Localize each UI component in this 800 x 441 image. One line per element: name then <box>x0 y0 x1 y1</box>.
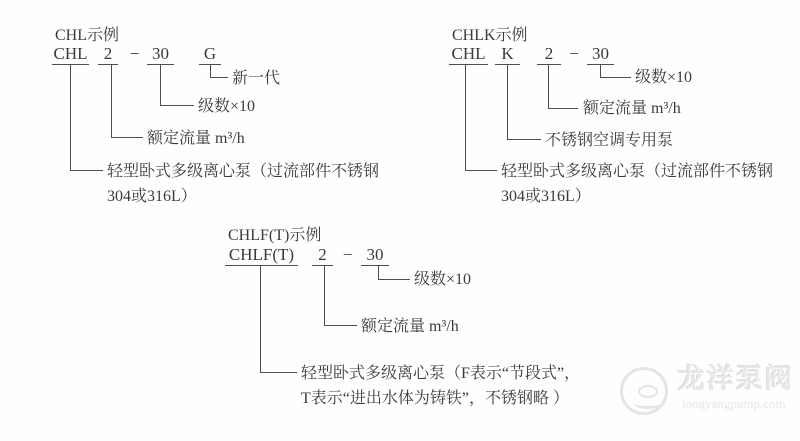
code-part-stages-value: 30 <box>147 46 174 65</box>
watermark-brand-text: 龙洋泵阀 <box>678 364 794 394</box>
label-stages: 级数×10 <box>414 271 472 288</box>
connector-line-pump-type <box>465 65 497 171</box>
label-ac-pump: 不锈钢空调专用泵 <box>545 132 674 149</box>
label-stages: 级数×10 <box>635 69 693 86</box>
label-flow: 额定流量 m³/h <box>583 100 681 117</box>
connector-line-flow <box>324 266 357 326</box>
code-part-dash: − <box>129 44 140 63</box>
label-pump-type-line2: 304或316L） <box>501 188 591 205</box>
connector-line-flow <box>548 65 578 109</box>
connector-line-stages <box>378 266 410 280</box>
connector-line-stages <box>160 65 194 106</box>
connector-line-flow <box>111 65 143 138</box>
code-part-chlft: CHLF(T) <box>225 247 298 266</box>
label-flow: 额定流量 m³/h <box>147 130 245 147</box>
label-pump-type-line2: 304或316L） <box>107 188 197 205</box>
code-part-flow-value: 2 <box>98 46 118 65</box>
watermark-logo-icon <box>620 367 668 415</box>
connector-line-generation <box>210 65 228 78</box>
label-pump-type-line1: 轻型卧式多级离心泵（过流部件不锈钢 <box>107 163 380 180</box>
section-chl-title: CHL示例 <box>55 27 120 44</box>
label-pump-type-line1: 轻型卧式多级离心泵（过流部件不锈钢 <box>501 163 774 180</box>
code-part-flow-value: 2 <box>537 46 561 65</box>
label-generation: 新一代 <box>232 70 281 87</box>
section-chlk-title: CHLK示例 <box>452 27 528 44</box>
code-part-dash: − <box>569 44 579 63</box>
code-part-stages-value: 30 <box>587 46 614 65</box>
watermark-logo-wave <box>634 397 662 409</box>
label-pump-type-line2: T表示“进出水体为铸铁”，不锈钢略 ） <box>301 390 569 407</box>
connector-line-stages <box>600 65 631 78</box>
code-part-dash: − <box>342 245 353 264</box>
label-stages: 级数×10 <box>198 98 256 115</box>
watermark <box>618 364 798 422</box>
code-part-flow-value: 2 <box>312 247 333 266</box>
connector-line-pump-type <box>260 266 297 373</box>
watermark-url-text: longyangpump.com <box>682 396 786 411</box>
connector-line-ac-pump <box>507 65 541 140</box>
code-part-g: G <box>199 46 221 65</box>
label-flow: 额定流量 m³/h <box>361 318 459 335</box>
code-part-stages-value: 30 <box>361 247 389 266</box>
code-part-k: K <box>495 46 520 65</box>
section-chlft-title: CHLF(T)示例 <box>228 227 322 244</box>
code-part-chl: CHL <box>449 46 488 65</box>
code-part-chl: CHL <box>53 44 88 63</box>
connector-line-pump-type <box>70 65 103 171</box>
label-pump-type-line1: 轻型卧式多级离心泵（F表示“节段式”， <box>301 365 581 382</box>
